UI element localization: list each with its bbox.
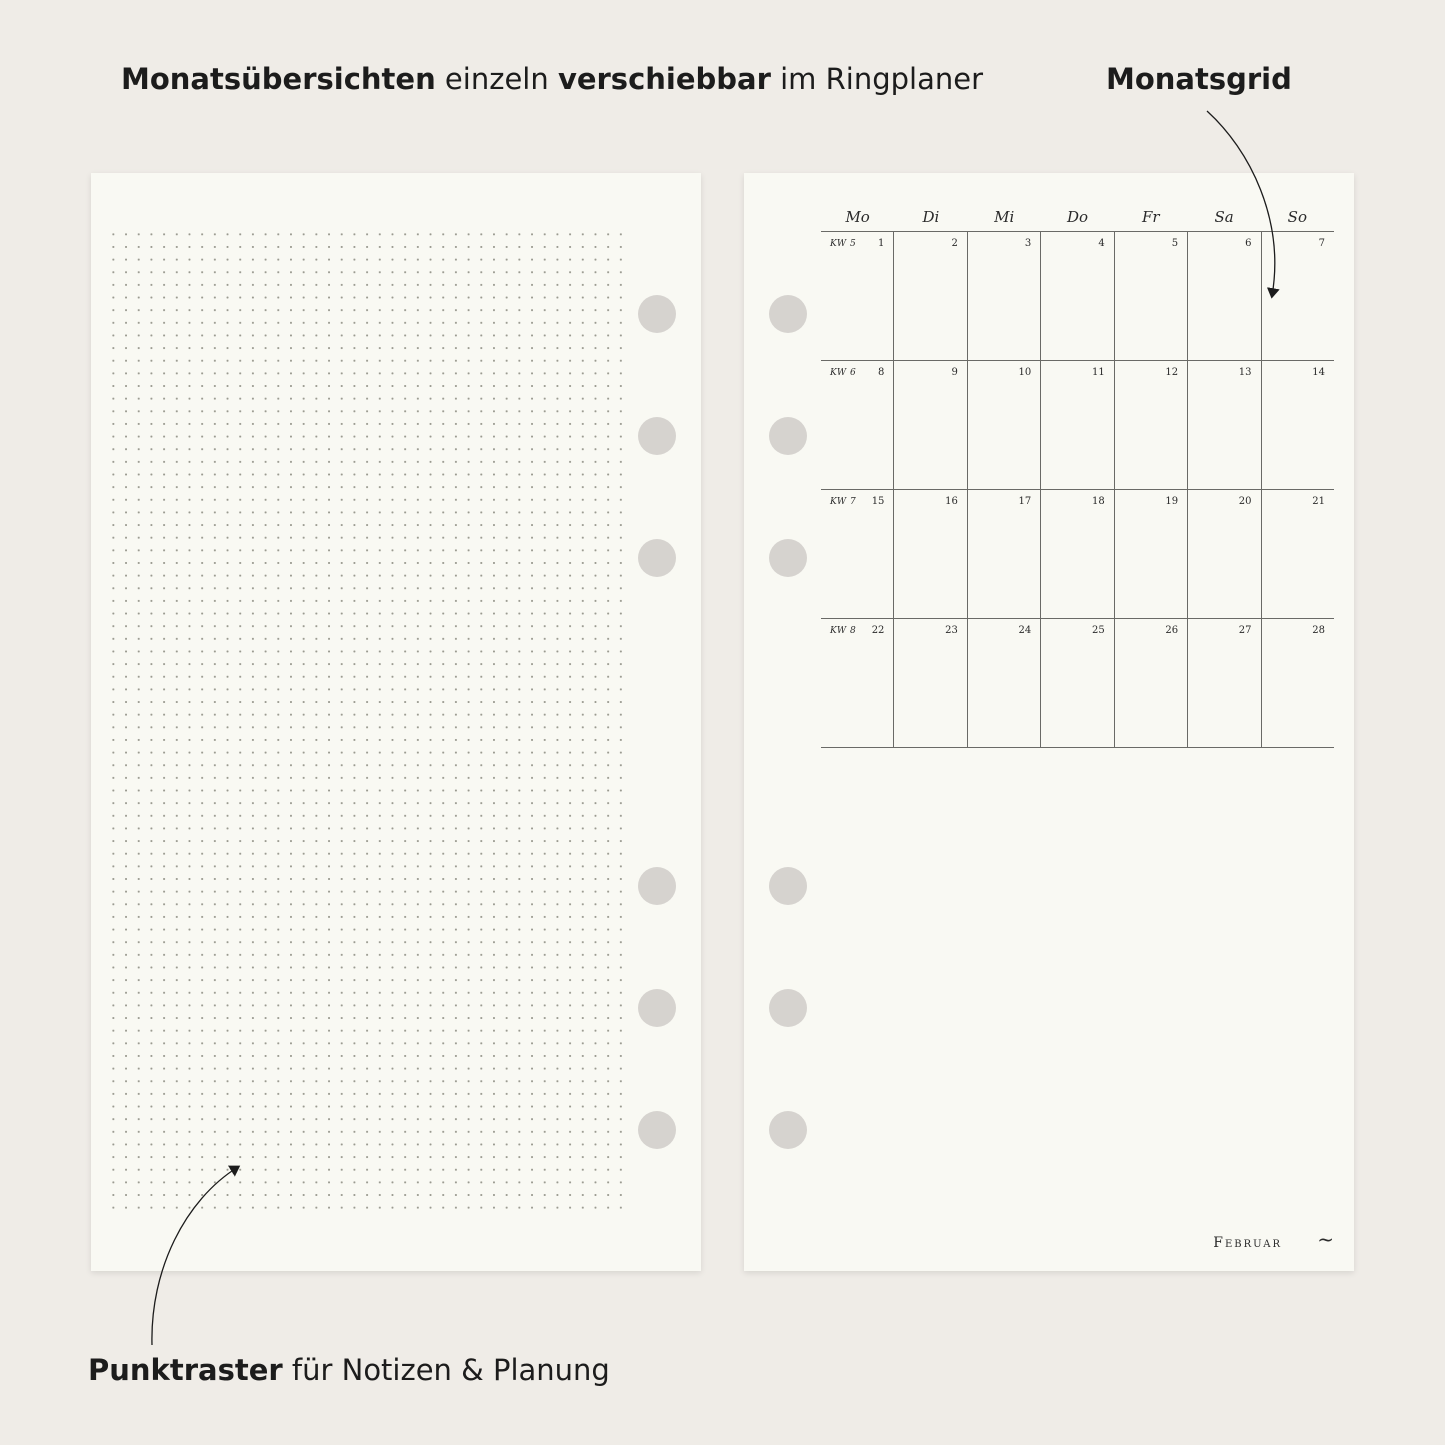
calendar-day-number: 7 bbox=[1318, 238, 1325, 249]
calendar-day-number: 3 bbox=[1024, 238, 1032, 249]
calendar-day-number: 8 bbox=[878, 367, 885, 378]
calendar-week-number: KW 7 bbox=[830, 497, 857, 507]
headline-top-text-4: im Ringplaner bbox=[770, 62, 984, 96]
calendar-week-number: KW 6 bbox=[830, 368, 857, 378]
calendar-day-number: 2 bbox=[951, 238, 958, 249]
calendar-day-number: 22 bbox=[871, 625, 885, 636]
calendar-day-number: 13 bbox=[1238, 367, 1252, 378]
weekday-label: Di bbox=[922, 208, 940, 226]
calendar-day-number: 4 bbox=[1098, 238, 1105, 249]
weekday-label: Sa bbox=[1214, 208, 1234, 226]
headline-top-bold-1: Monatsübersichten bbox=[121, 62, 436, 96]
calendar-week-number: KW 5 bbox=[830, 239, 857, 249]
calendar-day-number: 27 bbox=[1238, 625, 1252, 636]
ornament-tilde: ~ bbox=[1317, 1227, 1334, 1251]
calendar-day-number: 10 bbox=[1018, 367, 1032, 378]
calendar-day-number: 17 bbox=[1018, 496, 1032, 507]
calendar-day-number: 19 bbox=[1165, 496, 1179, 507]
calendar-day-number: 14 bbox=[1312, 367, 1325, 378]
headline-bottom-bold: Punktraster bbox=[88, 1353, 283, 1387]
calendar-day-number: 28 bbox=[1312, 625, 1325, 636]
weekday-label: Mi bbox=[994, 208, 1015, 226]
calendar-day-number: 6 bbox=[1245, 238, 1252, 249]
calendar-day-number: 15 bbox=[871, 496, 885, 507]
calendar-day-number: 23 bbox=[945, 625, 958, 636]
headline-bottom-text: für Notizen & Planung bbox=[282, 1353, 610, 1387]
calendar-day-number: 21 bbox=[1312, 496, 1325, 507]
calendar-day-number: 20 bbox=[1238, 496, 1252, 507]
label-monatsgrid-text: Monatsgrid bbox=[1106, 62, 1292, 96]
calendar-day-number: 12 bbox=[1165, 367, 1179, 378]
calendar-day-number: 24 bbox=[1018, 625, 1032, 636]
weekday-label: So bbox=[1287, 208, 1307, 226]
weekday-label: Do bbox=[1066, 208, 1089, 226]
arrow-to-dot-grid bbox=[152, 1167, 238, 1345]
calendar-day-number: 9 bbox=[951, 367, 958, 378]
calendar-day-number: 18 bbox=[1091, 496, 1105, 507]
weekday-label: Mo bbox=[845, 208, 870, 226]
calendar-day-number: 26 bbox=[1165, 625, 1179, 636]
calendar-day-number: 1 bbox=[878, 238, 885, 249]
month-label: Februar bbox=[1213, 1235, 1282, 1251]
weekday-label: Fr bbox=[1141, 208, 1160, 226]
calendar-week-number: KW 8 bbox=[830, 626, 857, 636]
headline-top-text-2: einzeln bbox=[435, 62, 558, 96]
calendar-day-number: 16 bbox=[945, 496, 958, 507]
arrow-to-month-grid bbox=[1207, 111, 1275, 296]
calendar-day-number: 25 bbox=[1091, 625, 1105, 636]
headline-top-bold-3: verschiebbar bbox=[557, 62, 771, 96]
calendar-day-number: 11 bbox=[1091, 367, 1105, 378]
calendar-day-number: 5 bbox=[1171, 238, 1179, 249]
